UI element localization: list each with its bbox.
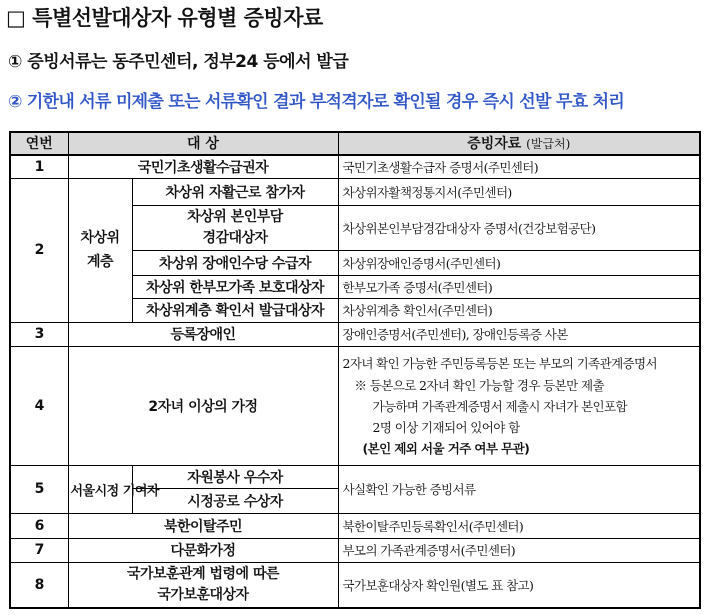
- row-no: 6: [10, 514, 68, 539]
- table-row: [10, 539, 700, 563]
- row-evidence: 장애인증명서(주민센터), 장애인등록증 사본: [338, 322, 700, 346]
- row-evidence: 국가보훈대상자 확인원(별도 표 참고): [338, 562, 700, 608]
- row-subtarget: 차상위 장애인수당 수급자: [132, 251, 338, 276]
- evidence-line: ※ 등본으로 2자녀 확인 가능할 경우 등본만 제출: [354, 377, 604, 393]
- header-target: 대 상: [68, 132, 338, 155]
- row-subtarget: 차상위 자활근로 참가자: [132, 179, 338, 206]
- row-group: 차상위 계층: [68, 179, 132, 323]
- row-no: 8: [10, 562, 68, 608]
- row-target: 2자녀 이상의 가정: [68, 346, 338, 465]
- row-evidence: 북한이탈주민등록확인서(주민센터): [338, 514, 700, 539]
- header-no: 연번: [10, 132, 68, 155]
- evidence-line: 2자녀 확인 가능한 주민등록등본 또는 부모의 기족관계증명서: [342, 355, 657, 371]
- row-target: 북한이탈주민: [68, 514, 338, 539]
- row-subtarget: 자원봉사 우수자: [132, 465, 338, 489]
- row-subtarget: 시정공로 수상자: [132, 489, 338, 514]
- row-target: 국민기초생활수급권자: [68, 155, 338, 179]
- row-subtarget: 차상위 한부모가족 보호대상자: [132, 276, 338, 299]
- row-no: 3: [10, 322, 68, 346]
- row-target: 등록장애인: [68, 322, 338, 346]
- table-row: [10, 465, 700, 489]
- header-evidence-sub: (발급처): [526, 137, 571, 152]
- row-no: 4: [10, 346, 68, 465]
- table-row: [10, 346, 700, 465]
- header-evidence: [338, 132, 700, 155]
- row-evidence: 사실확인 가능한 증빙서류: [338, 465, 700, 514]
- row-evidence: 차상위자활책정통지서(주민센터): [338, 179, 700, 206]
- row-target: 국가보훈관계 법령에 따른 국가보훈대상자: [68, 562, 338, 608]
- evidence-line: 2명 이상 기재되어 있어야 함: [372, 419, 520, 435]
- row-evidence: 차상위장애인증명서(주민센터): [338, 251, 700, 276]
- row-no: 5: [10, 465, 68, 514]
- header-evidence-label: 증빙자료: [467, 136, 522, 153]
- evidence-table: [9, 131, 701, 609]
- table-row: [10, 322, 700, 346]
- row-subtarget: 차상위계층 확인서 발급대상자: [132, 299, 338, 323]
- row-target: 다문화가정: [68, 539, 338, 563]
- row-evidence: 한부모가족 증명서(주민센터): [338, 276, 700, 299]
- table-header-row: [10, 132, 700, 155]
- evidence-line: (본인 제외 서울 거주 여부 무관): [362, 440, 530, 456]
- page-title: □ 특별선발대상자 유형별 증빙자료: [6, 6, 323, 30]
- row-evidence: 차상위계층 확인서(주민센터): [338, 299, 700, 323]
- evidence-line: 가능하며 가족관계증명서 제출시 자녀가 본인포함: [372, 398, 627, 414]
- row-evidence: 국민기초생활수급자 증명서(주민센터): [338, 155, 700, 179]
- note-issuance: ① 증빙서류는 동주민센터, 정부24 등에서 발급: [8, 52, 349, 72]
- row-evidence: 차상위본인부담경감대상자 증명서(건강보험공단): [338, 205, 700, 251]
- row-evidence: [338, 346, 700, 465]
- row-evidence: 부모의 가족관계증명서(주민센터): [338, 539, 700, 563]
- row-subtarget: 차상위 본인부담 경감대상자: [132, 205, 338, 251]
- table-row: [10, 155, 700, 179]
- table-row: [10, 514, 700, 539]
- note-deadline-warning: ② 기한내 서류 미제출 또는 서류확인 결과 부적격자로 확인될 경우 즉시 선발 무효 처리: [8, 92, 625, 112]
- table-row: [10, 179, 700, 206]
- row-no: 7: [10, 539, 68, 563]
- table-row: [10, 562, 700, 608]
- row-group: 서울시정 기여자: [68, 465, 132, 514]
- row-no: 1: [10, 155, 68, 179]
- row-no: 2: [10, 179, 68, 323]
